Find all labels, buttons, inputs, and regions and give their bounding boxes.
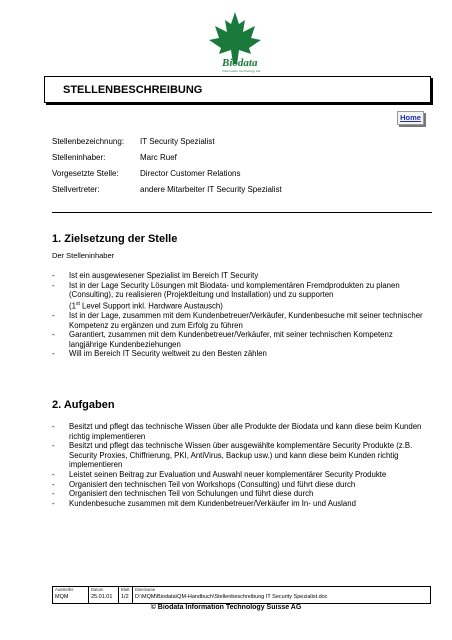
section-heading-tasks: 2. Aufgaben xyxy=(52,399,115,411)
brand-tagline: Information Technology AG xyxy=(222,69,261,73)
document-title: STELLENBESCHREIBUNG xyxy=(63,84,203,96)
list-item: - Ist in der Lage Security Lösungen mit Biodata- und komplementären Fremdprodukten zu planen (Consulting), zu realisieren (Projektleitung und Installation) und zu supporten (1st Level Support inkl. Hardware Austausch) xyxy=(52,280,400,311)
list-item: - Organisiert den technischen Teil von Workshops (Consulting) und führt diese durch xyxy=(52,479,356,489)
meta-key: Stellvertreter: xyxy=(52,185,100,194)
footer-filename: D:\MQM\Biodata\QM-Handbuch\Stellenbeschreibung IT Security Spezialist.doc xyxy=(133,594,431,604)
objectives-list xyxy=(52,271,424,359)
document-title-box xyxy=(44,76,431,103)
meta-value: Marc Ruef xyxy=(140,153,177,162)
meta-key: Stellenbezeichnung: xyxy=(52,137,125,146)
footer-author: MQM xyxy=(53,594,89,604)
footer-date: 25.01.01 xyxy=(89,594,119,604)
footer-page: 1/2 xyxy=(119,594,133,604)
footer-label: Aussteller xyxy=(53,587,89,594)
list-item: - Besitzt und pflegt das technische Wissen über ausgewählte komplementäre Security Produkte (z.B. Security Proxies, Chiffrierung, PKI, AntiVirus, Backup usw.) und kann diese beim Kunden richtig implementieren xyxy=(52,441,413,470)
footer-label: Dateiname xyxy=(133,587,431,594)
document-footer-table xyxy=(52,586,431,604)
list-item: - Besitzt und pflegt das technische Wissen über alle Produkte der Biodata und kann diese beim Kunden richtig implementieren xyxy=(52,422,422,441)
tasks-list xyxy=(52,422,424,508)
section-heading-objectives: 1. Zielsetzung der Stelle xyxy=(52,233,178,245)
list-item: - Garantiert, zusammen mit dem Kundenbetreuer/Verkäufer, mit seiner technischen Kompetenz langjährige Kundenbeziehungen xyxy=(52,330,393,349)
meta-value: IT Security Spezialist xyxy=(140,137,215,146)
list-item: - Organisiert den technischen Teil von Schulungen und führt diese durch xyxy=(52,489,314,499)
footer-label: Datum xyxy=(89,587,119,594)
meta-value: andere Mitarbeiter IT Security Spezialist xyxy=(140,185,282,194)
meta-value: Director Customer Relations xyxy=(140,169,241,178)
list-item: - Kundenbesuche zusammen mit dem Kundenbetreuer/Verkäufer im In- und Ausland xyxy=(52,498,356,508)
meta-key: Stelleninhaber: xyxy=(52,153,106,162)
list-item: - Will im Bereich IT Security weltweit zu den Besten zählen xyxy=(52,349,267,359)
divider xyxy=(52,212,432,213)
section-intro: Der Stelleninhaber xyxy=(52,251,115,260)
copyright-notice: © Biodata Information Technology Suisse AG xyxy=(150,604,302,611)
list-item: - Ist ein ausgewiesener Spezialist im Bereich IT Security xyxy=(52,271,259,280)
brand-name: Biodata xyxy=(222,57,258,69)
footer-label: Blatt xyxy=(119,587,133,594)
list-item: - Leistet seinen Beitrag zur Evaluation und Auswahl neuer komplementärer Security Produkte xyxy=(52,469,387,479)
meta-key: Vorgesetzte Stelle: xyxy=(52,169,119,178)
list-item: - Ist in der Lage, zusammen mit dem Kundenbetreuer/Verkäufer, Kundenbesuche mit seiner technischer Kompetenz zu ergänzen und zum Erfolg zu führen xyxy=(52,310,423,330)
home-link-button[interactable]: Home xyxy=(397,111,424,125)
